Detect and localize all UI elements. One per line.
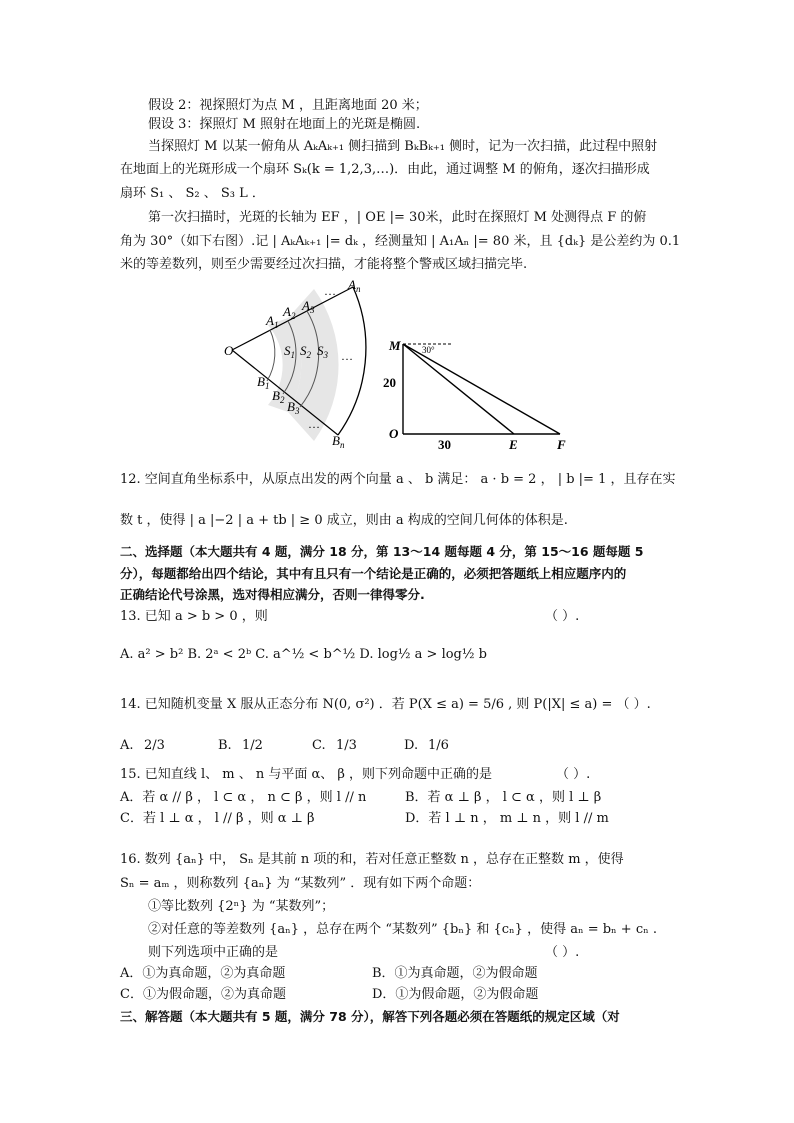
line-MF	[403, 344, 560, 434]
q16-line5: 则下列选项中正确的是	[148, 945, 279, 960]
q15-option-d: D．若 l ⊥ n ， m ⊥ n ，则 l // m	[405, 811, 609, 826]
q12-line2: 数 t ，使得 | a |−2 | a + tb | ≥ 0 成立，则由 a 构成的空间几何体的体积是.	[120, 513, 568, 528]
section3-heading: 三、解答题（本大题共有 5 题，满分 78 分），解答下列各题必须在答题纸的规定区域（对	[120, 1009, 620, 1024]
para2-line2: 角为 30°（如下右图）.记 | AₖAₖ₊₁ |= dₖ ，经测量知 | A₁Aₙ |= 80 米，且 {dₖ} 是公差约为 0.1	[120, 234, 681, 249]
label-angle: 30°	[422, 345, 435, 355]
q13-stem: 13. 已知 a > b > 0 ，则	[120, 609, 268, 624]
label-B2: $B_2$	[272, 388, 285, 405]
q14-option-a: 2/3	[144, 738, 165, 753]
label-O: O	[389, 426, 399, 441]
label-S2: $S_2$	[300, 343, 311, 360]
q14-option-d-label: D.	[404, 738, 419, 753]
q16-line4: ②对任意的等差数列 {aₙ} ，总存在两个 “某数列” {bₙ} 和 {cₙ} ，使得 aₙ = bₙ + cₙ .	[148, 922, 658, 937]
q15-option-a: A．若 α // β ， l ⊂ α ， n ⊂ β ，则 l // n	[120, 790, 367, 805]
label-A1: $A_1$	[266, 313, 279, 330]
line-ME	[403, 344, 514, 434]
label-distance: 30	[438, 437, 451, 452]
q16-line3: ①等比数列 {2ⁿ} 为 “某数列”；	[148, 899, 335, 914]
q14-option-a-label: A.	[120, 738, 134, 753]
label-E: E	[509, 437, 518, 452]
q15-option-c: C．若 l ⊥ α ， l // β ，则 α ⊥ β	[120, 811, 315, 826]
dots-mid: …	[341, 349, 353, 363]
triangle-figure	[380, 330, 580, 455]
label-B1: $B_1$	[257, 374, 270, 391]
q15-option-b: B．若 α ⊥ β ， l ⊂ α ，则 l ⊥ β	[405, 790, 602, 805]
label-Bn: $B_n$	[332, 433, 345, 450]
section2-line3: 正确结论代号涂黑，选对得相应满分，否则一律得零分.	[120, 587, 425, 602]
q14-option-d: 1/6	[428, 738, 449, 753]
label-M: M	[389, 338, 401, 353]
q16-option-b: B．①为真命题，②为假命题	[372, 966, 538, 981]
q14-option-b: 1/2	[242, 738, 263, 753]
q16-option-c: C．①为假命题，②为真命题	[120, 987, 286, 1002]
label-S3: $S_3$	[317, 343, 328, 360]
q12-line1: 12. 空间直角坐标系中，从原点出发的两个向量 a 、 b 满足： a · b = 2 ， | b |= 1 ，且存在实	[120, 472, 676, 487]
label-F: F	[557, 437, 566, 452]
q14-option-c-label: C.	[312, 738, 326, 753]
label-A2: $A_2$	[283, 304, 296, 321]
section2-line2: 分），每题都给出四个结论，其中有且只有一个结论是正确的，必须把答题纸上相应题序内的	[120, 566, 627, 581]
label-O: O	[224, 343, 234, 358]
dots-top: …	[324, 284, 336, 298]
q16-option-a: A．①为真命题，②为真命题	[120, 966, 286, 981]
q14-option-b-label: B.	[218, 738, 232, 753]
section2-line1: 二、选择题（本大题共有 4 题，满分 18 分，第 13～14 题每题 4 分，第 15～16 题每题 5	[120, 544, 644, 559]
para1-line2: 在地面上的光斑形成一个扇环 Sₖ(k = 1,2,3,…)．由此，通过调整 M 的俯角，逐次扫描形成	[120, 162, 650, 177]
hypothesis-2: 假设 2：视探照灯为点 M ，且距离地面 20 米；	[148, 98, 428, 113]
q15-stem: 15. 已知直线 l、 m 、 n 与平面 α、 β ，则下列命题中正确的是	[120, 767, 493, 782]
q16-line1: 16. 数列 {aₙ} 中， Sₙ 是其前 n 项的和，若对任意正整数 n ，总存在正整数 m ，使得	[120, 852, 624, 867]
para2-line1: 第一次扫描时，光斑的长轴为 EF ，| OE |= 30米，此时在探照灯 M 处测得点 F 的俯	[148, 210, 647, 225]
sector-figure	[220, 275, 390, 455]
q16-paren: （ ）.	[545, 945, 580, 960]
label-A3: $A_3$	[302, 298, 315, 315]
q16-line2: Sₙ = aₘ ，则称数列 {aₙ} 为 “某数列” ．现有如下两个命题：	[120, 876, 481, 891]
q16-option-d: D．①为假命题，②为假命题	[372, 987, 539, 1002]
label-An: $A_n$	[348, 277, 361, 294]
label-height: 20	[383, 375, 396, 390]
q14-option-c: 1/3	[336, 738, 357, 753]
hypothesis-3: 假设 3：探照灯 M 照射在地面上的光斑是椭圆.	[148, 117, 421, 132]
label-S1: $S_1$	[284, 343, 295, 360]
para1-line3: 扇环 S₁ 、 S₂ 、 S₃ L ．	[120, 186, 265, 201]
para2-line3: 米的等差数列，则至少需要经过次扫描，才能将整个警戒区域扫描完毕.	[120, 257, 528, 272]
para1-line1: 当探照灯 M 以某一俯角从 AₖAₖ₊₁ 侧扫描到 BₖBₖ₊₁ 侧时，记为一次扫描，此过程中照射	[148, 139, 658, 154]
q14-stem: 14. 已知随机变量 X 服从正态分布 N(0, σ²) ．若 P(X ≤ a) = 5/6 , 则 P(|X| ≤ a) = （ ）.	[120, 697, 651, 712]
q15-paren: （ ）.	[556, 767, 591, 782]
label-B3: $B_3$	[287, 399, 300, 416]
dots-bottom: …	[308, 417, 320, 431]
q13-options: A. a² > b² B. 2ᵃ < 2ᵇ C. a^½ < b^½ D. log½ a > log½ b	[120, 647, 487, 662]
q13-paren: （ ）.	[545, 609, 580, 624]
